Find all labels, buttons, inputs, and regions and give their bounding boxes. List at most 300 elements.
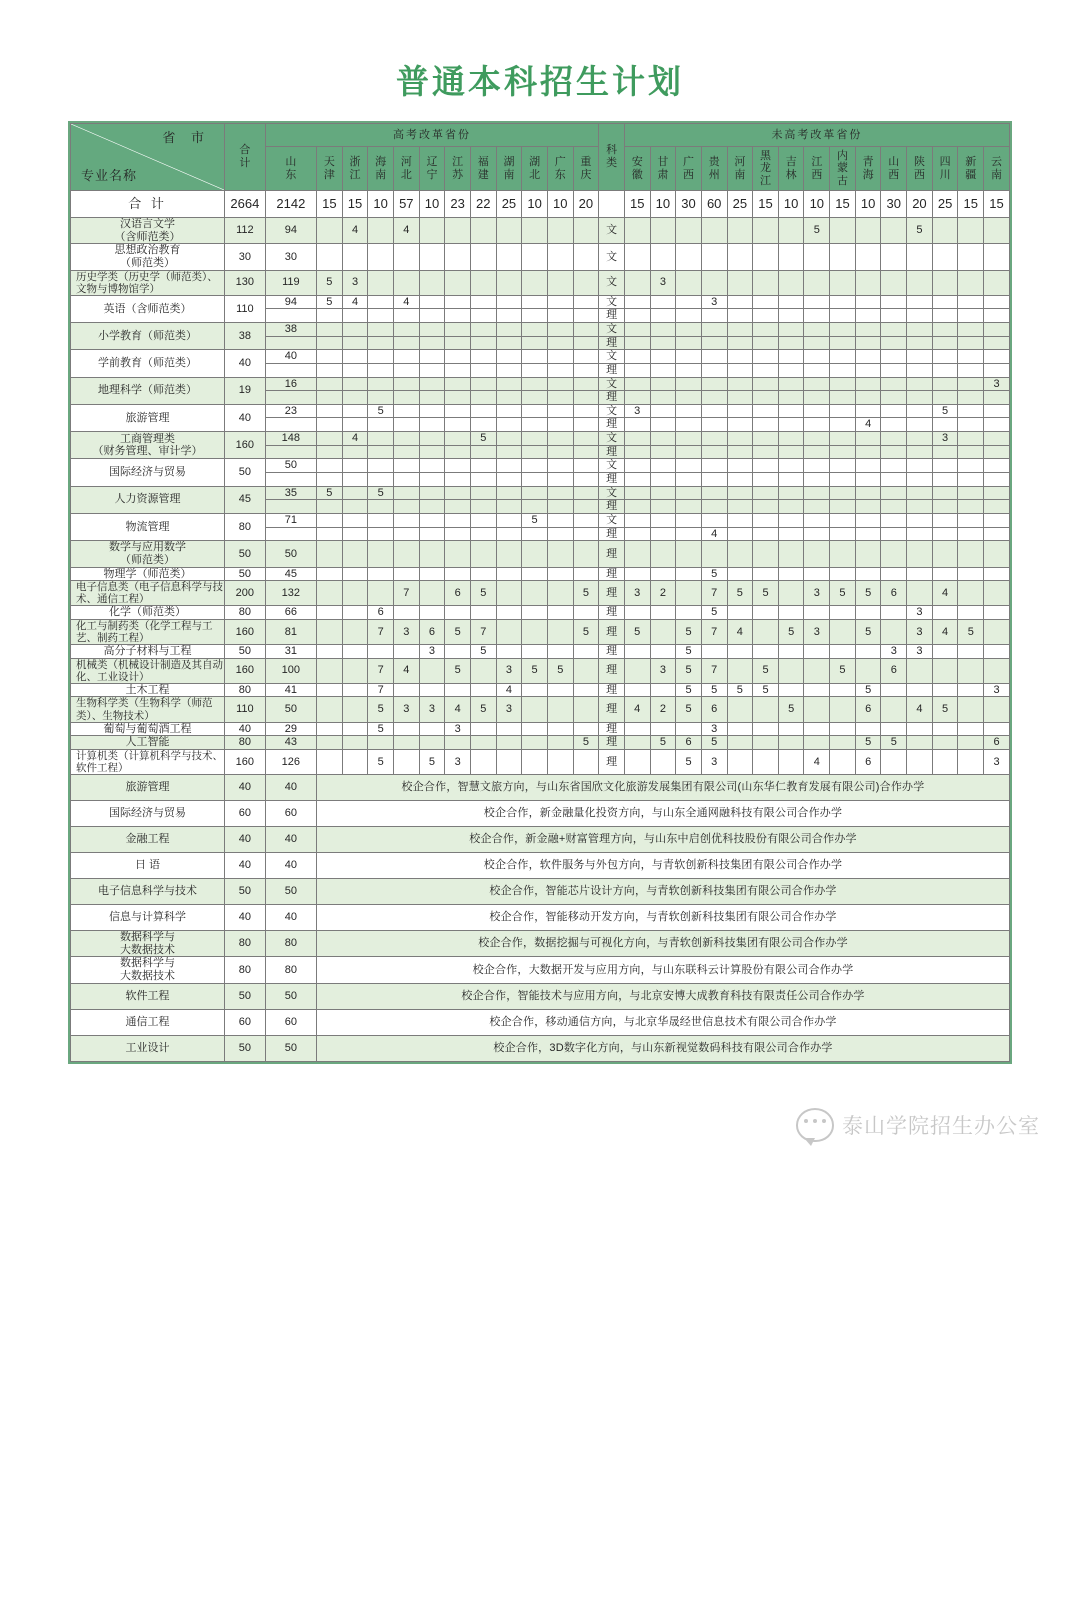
cell-noreform-2 [676,527,702,541]
cell-noreform-4 [727,404,753,418]
cell-reform-9 [522,697,548,722]
cell-reform-2 [342,606,368,620]
cell-noreform-0 [624,391,650,405]
cell-reform-8 [496,391,522,405]
table-row [71,377,1010,391]
cell-reform-0: 29 [265,722,316,736]
cell-noreform-11: 3 [907,619,933,644]
cell-reform-10 [547,541,573,567]
cell-noreform-3 [701,404,727,418]
header-province-reform-2: 浙 江 [342,147,368,191]
header-province-reform-0: 山 东 [265,147,316,191]
table-row [71,606,1010,620]
cell-noreform-8 [830,336,856,350]
cell-noreform-10 [881,270,907,295]
cell-noreform-5 [753,527,779,541]
major-name-cell: 物理学（师范类） [71,567,225,581]
cell-noreform-1 [650,645,676,659]
cell-noreform-12 [932,377,958,391]
cell-noreform-13 [958,722,984,736]
cell-kelei: 理 [599,473,625,487]
cell-noreform-11 [907,749,933,774]
cell-noreform-14 [984,486,1010,500]
cell-reform-7: 5 [470,645,496,659]
table-row [71,270,1010,295]
cell-reform-8 [496,486,522,500]
cell-noreform-8 [830,322,856,336]
cell-noreform-13 [958,473,984,487]
cell-noreform-2 [676,500,702,514]
cell-reform-8 [496,404,522,418]
table-row [71,658,1010,683]
cell-noreform-11 [907,336,933,350]
cell-reform-0: 40 [265,904,316,930]
cell-reform-0: 126 [265,749,316,774]
cell-noreform-13: 15 [958,191,984,218]
major-name-cell: 葡萄与葡萄酒工程 [71,722,225,736]
cell-reform-7 [470,527,496,541]
cell-reform-1 [317,527,343,541]
table-row [71,295,1010,309]
cell-noreform-0 [624,363,650,377]
cell-noreform-13 [958,244,984,270]
cell-reform-1 [317,749,343,774]
cell-reform-7: 7 [470,619,496,644]
cell-noreform-9: 5 [855,736,881,750]
cell-reform-5 [419,218,445,244]
cell-reform-9 [522,336,548,350]
cell-noreform-14: 3 [984,683,1010,697]
cell-noreform-1 [650,295,676,309]
header-province-noreform-10: 山 西 [881,147,907,191]
cell-reform-0 [265,309,316,323]
cell-noreform-1 [650,377,676,391]
cell-noreform-8 [830,473,856,487]
cell-reform-9 [522,619,548,644]
cell-noreform-1 [650,363,676,377]
cell-noreform-7 [804,645,830,659]
cell-noreform-5 [753,645,779,659]
cell-noreform-2 [676,445,702,459]
cell-noreform-8 [830,645,856,659]
cell-noreform-10 [881,500,907,514]
cell-noreform-3 [701,432,727,446]
cell-reform-2 [342,486,368,500]
cell-noreform-7 [804,295,830,309]
cell-noreform-14 [984,432,1010,446]
table-row [71,218,1010,244]
cell-noreform-6 [778,473,804,487]
cell-noreform-4 [727,350,753,364]
cell-reform-3 [368,473,394,487]
cell-reform-3: 5 [368,697,394,722]
cell-reform-0: 50 [265,878,316,904]
cell-reform-2 [342,244,368,270]
cell-reform-1: 15 [317,191,343,218]
cell-reform-7 [470,377,496,391]
cell-noreform-0 [624,486,650,500]
cell-reform-0: 81 [265,619,316,644]
cell-reform-6 [445,418,471,432]
cell-reform-5 [419,322,445,336]
cell-reform-10 [547,391,573,405]
cell-reform-5: 5 [419,749,445,774]
cell-kelei: 文 [599,432,625,446]
cell-reform-1 [317,581,343,606]
cell-noreform-7 [804,500,830,514]
cell-reform-9 [522,445,548,459]
cell-noreform-12 [932,322,958,336]
cell-noreform-2 [676,722,702,736]
major-name-cell: 历史学类（历史学（师范类）、文物与博物馆学） [71,270,225,295]
cell-kelei: 理 [599,527,625,541]
cell-noreform-13 [958,309,984,323]
major-name-cell: 化工与制药类（化学工程与工艺、制药工程） [71,619,225,644]
major-name-cell: 金融工程 [71,826,225,852]
cell-reform-3: 6 [368,606,394,620]
cell-reform-10 [547,473,573,487]
cell-noreform-14 [984,391,1010,405]
cell-noreform-13 [958,527,984,541]
cell-noreform-10 [881,404,907,418]
cell-noreform-9 [855,445,881,459]
cell-noreform-14 [984,722,1010,736]
cell-reform-0: 16 [265,377,316,391]
cooperative-description-cell: 校企合作，新金融量化投资方向，与山东全通网融科技有限公司合作办学 [317,800,1010,826]
cell-reform-1 [317,473,343,487]
major-name-cell: 电子信息科学与技术 [71,878,225,904]
cell-reform-0: 94 [265,218,316,244]
cell-reform-0 [265,445,316,459]
cell-noreform-8 [830,350,856,364]
cell-noreform-5 [753,336,779,350]
cell-reform-5 [419,658,445,683]
cell-noreform-10 [881,350,907,364]
header-province-reform-1: 天 津 [317,147,343,191]
cell-reform-3 [368,363,394,377]
cell-noreform-2 [676,486,702,500]
cell-noreform-3 [701,645,727,659]
cell-reform-11 [573,432,599,446]
cell-noreform-10: 6 [881,658,907,683]
cell-noreform-11 [907,683,933,697]
cell-noreform-1: 2 [650,697,676,722]
cooperative-description-cell: 校企合作，软件服务与外包方向，与青软创新科技集团有限公司合作办学 [317,852,1010,878]
cell-reform-2 [342,658,368,683]
table-row [71,459,1010,473]
major-total-cell: 45 [225,486,266,513]
cell-kelei: 理 [599,658,625,683]
cell-noreform-4 [727,658,753,683]
cell-reform-1 [317,445,343,459]
cell-noreform-13 [958,683,984,697]
cell-noreform-10 [881,309,907,323]
cell-noreform-2 [676,513,702,527]
major-total-cell: 19 [225,377,266,404]
cell-noreform-1 [650,244,676,270]
cell-reform-11 [573,336,599,350]
cell-kelei: 理 [599,309,625,323]
cell-reform-2 [342,697,368,722]
cell-noreform-12 [932,658,958,683]
cell-noreform-0: 3 [624,404,650,418]
cell-reform-3: 5 [368,749,394,774]
major-total-cell: 80 [225,606,266,620]
cell-reform-4 [393,486,419,500]
cell-noreform-2: 5 [676,619,702,644]
cell-noreform-8 [830,749,856,774]
cell-noreform-6 [778,350,804,364]
cell-noreform-13 [958,218,984,244]
cell-kelei: 理 [599,541,625,567]
major-name-cell: 英语（含师范类） [71,295,225,322]
cell-kelei: 理 [599,606,625,620]
cell-reform-2 [342,513,368,527]
cell-noreform-3: 5 [701,606,727,620]
cell-reform-8 [496,459,522,473]
cell-noreform-10 [881,567,907,581]
cell-reform-9 [522,736,548,750]
cell-reform-9 [522,363,548,377]
cell-noreform-5 [753,606,779,620]
cell-noreform-0 [624,336,650,350]
cell-reform-8 [496,749,522,774]
cell-reform-6 [445,500,471,514]
cell-noreform-2: 5 [676,697,702,722]
cell-noreform-11: 4 [907,697,933,722]
header-province-noreform-6: 吉 林 [778,147,804,191]
cell-reform-7 [470,736,496,750]
cell-noreform-13 [958,336,984,350]
cell-noreform-7 [804,567,830,581]
cell-reform-1 [317,418,343,432]
cell-noreform-5 [753,500,779,514]
cell-reform-10 [547,683,573,697]
cell-noreform-0 [624,244,650,270]
cell-reform-10 [547,606,573,620]
cell-reform-9 [522,683,548,697]
cell-noreform-5 [753,309,779,323]
cell-noreform-8 [830,606,856,620]
header-province-label: 省 市 [162,130,211,145]
cell-noreform-6 [778,658,804,683]
cooperative-description-cell: 校企合作，移动通信方向，与北京华晟经世信息技术有限公司合作办学 [317,1009,1010,1035]
cell-reform-5 [419,270,445,295]
cell-noreform-12 [932,645,958,659]
cell-noreform-2 [676,391,702,405]
cooperative-description-cell: 校企合作，智能技术与应用方向，与北京安博大成教育科技有限责任公司合作办学 [317,983,1010,1009]
cell-reform-11 [573,527,599,541]
cell-reform-6 [445,377,471,391]
cell-noreform-11 [907,736,933,750]
cell-reform-0: 50 [265,459,316,473]
header-province-reform-6: 江 苏 [445,147,471,191]
cell-reform-10 [547,432,573,446]
major-name-cell: 物流管理 [71,513,225,540]
cell-reform-7 [470,606,496,620]
table-row [71,486,1010,500]
cell-noreform-9: 6 [855,749,881,774]
cell-reform-10 [547,445,573,459]
cell-noreform-7: 5 [804,218,830,244]
cell-kelei: 理 [599,391,625,405]
header-province-noreform-1: 甘 肃 [650,147,676,191]
cell-noreform-2: 5 [676,645,702,659]
cell-reform-1 [317,541,343,567]
cell-reform-6: 23 [445,191,471,218]
cell-reform-4 [393,527,419,541]
cell-kelei: 理 [599,722,625,736]
cell-noreform-10 [881,391,907,405]
cell-noreform-6 [778,336,804,350]
header-province-reform-11: 重 庆 [573,147,599,191]
cell-noreform-8 [830,244,856,270]
cell-reform-6 [445,473,471,487]
cell-reform-1: 5 [317,486,343,500]
cell-reform-8 [496,309,522,323]
cell-noreform-6 [778,244,804,270]
cell-reform-5 [419,736,445,750]
cell-reform-10 [547,270,573,295]
cell-noreform-10 [881,513,907,527]
cell-reform-1 [317,736,343,750]
cell-noreform-12 [932,722,958,736]
cell-noreform-10 [881,527,907,541]
cell-reform-5: 10 [419,191,445,218]
table-body [71,191,1010,1062]
major-name-cell: 地理科学（师范类） [71,377,225,404]
cell-noreform-14 [984,459,1010,473]
cell-noreform-1 [650,445,676,459]
cell-noreform-7 [804,722,830,736]
cell-noreform-4 [727,500,753,514]
cell-noreform-10 [881,697,907,722]
cell-reform-0: 60 [265,800,316,826]
cell-reform-7 [470,445,496,459]
cell-reform-1 [317,432,343,446]
cell-noreform-5 [753,218,779,244]
cell-noreform-9 [855,722,881,736]
cell-reform-4 [393,473,419,487]
cell-noreform-12 [932,749,958,774]
cell-reform-10 [547,722,573,736]
major-name-cell: 生物科学类（生物科学（师范类）、生物技术） [71,697,225,722]
cell-kelei [599,191,625,218]
cell-reform-9 [522,749,548,774]
cell-reform-6 [445,445,471,459]
cell-reform-7 [470,270,496,295]
header-corner-cell [71,124,225,191]
cell-noreform-14 [984,541,1010,567]
cell-noreform-13 [958,749,984,774]
cell-reform-6 [445,270,471,295]
cell-reform-5 [419,473,445,487]
cell-noreform-4 [727,697,753,722]
cell-noreform-3: 3 [701,749,727,774]
cell-noreform-7 [804,377,830,391]
table-row [71,749,1010,774]
cell-noreform-5 [753,736,779,750]
cell-noreform-9 [855,309,881,323]
cell-reform-7 [470,218,496,244]
cell-reform-4 [393,309,419,323]
cell-reform-6 [445,336,471,350]
cell-noreform-6 [778,606,804,620]
cell-reform-8 [496,336,522,350]
cell-noreform-5 [753,567,779,581]
cell-reform-5 [419,459,445,473]
cell-noreform-11 [907,473,933,487]
cell-noreform-7: 4 [804,749,830,774]
cell-reform-10 [547,527,573,541]
cell-reform-9 [522,473,548,487]
cell-noreform-6: 5 [778,619,804,644]
cell-noreform-3 [701,218,727,244]
cell-noreform-2 [676,350,702,364]
cell-reform-11: 20 [573,191,599,218]
header-province-reform-9: 湖 北 [522,147,548,191]
cell-noreform-0 [624,459,650,473]
cell-reform-1 [317,513,343,527]
header-province-noreform-7: 江 西 [804,147,830,191]
cell-noreform-6 [778,322,804,336]
cell-noreform-3 [701,473,727,487]
cell-reform-10 [547,322,573,336]
cell-reform-4 [393,541,419,567]
cell-noreform-3: 7 [701,581,727,606]
cell-noreform-8 [830,527,856,541]
cell-reform-1 [317,645,343,659]
cell-reform-6 [445,541,471,567]
cell-reform-7 [470,473,496,487]
cell-reform-0 [265,336,316,350]
cell-reform-5 [419,377,445,391]
cell-noreform-9 [855,363,881,377]
header-major-label: 专业名称 [81,168,138,184]
cell-noreform-3 [701,336,727,350]
cell-reform-5 [419,581,445,606]
cell-reform-6 [445,391,471,405]
cell-reform-8 [496,513,522,527]
cell-noreform-12 [932,567,958,581]
cell-reform-0: 40 [265,852,316,878]
cell-reform-0: 80 [265,930,316,956]
cell-reform-3 [368,459,394,473]
cell-reform-11 [573,697,599,722]
cell-noreform-12 [932,295,958,309]
table-row [71,683,1010,697]
cell-reform-2 [342,683,368,697]
cell-reform-8: 4 [496,683,522,697]
cell-noreform-9 [855,567,881,581]
cell-noreform-3 [701,377,727,391]
cell-noreform-4 [727,295,753,309]
table-row-cooperative [71,904,1010,930]
cell-noreform-14 [984,350,1010,364]
cell-reform-4 [393,363,419,377]
cell-noreform-3: 5 [701,567,727,581]
cell-reform-8 [496,363,522,377]
cell-noreform-0 [624,218,650,244]
cell-noreform-7 [804,541,830,567]
cell-reform-6 [445,322,471,336]
cell-noreform-3 [701,244,727,270]
cell-noreform-0 [624,541,650,567]
cell-noreform-13 [958,445,984,459]
cell-noreform-1: 3 [650,658,676,683]
major-total-cell: 40 [225,722,266,736]
cell-reform-10 [547,697,573,722]
